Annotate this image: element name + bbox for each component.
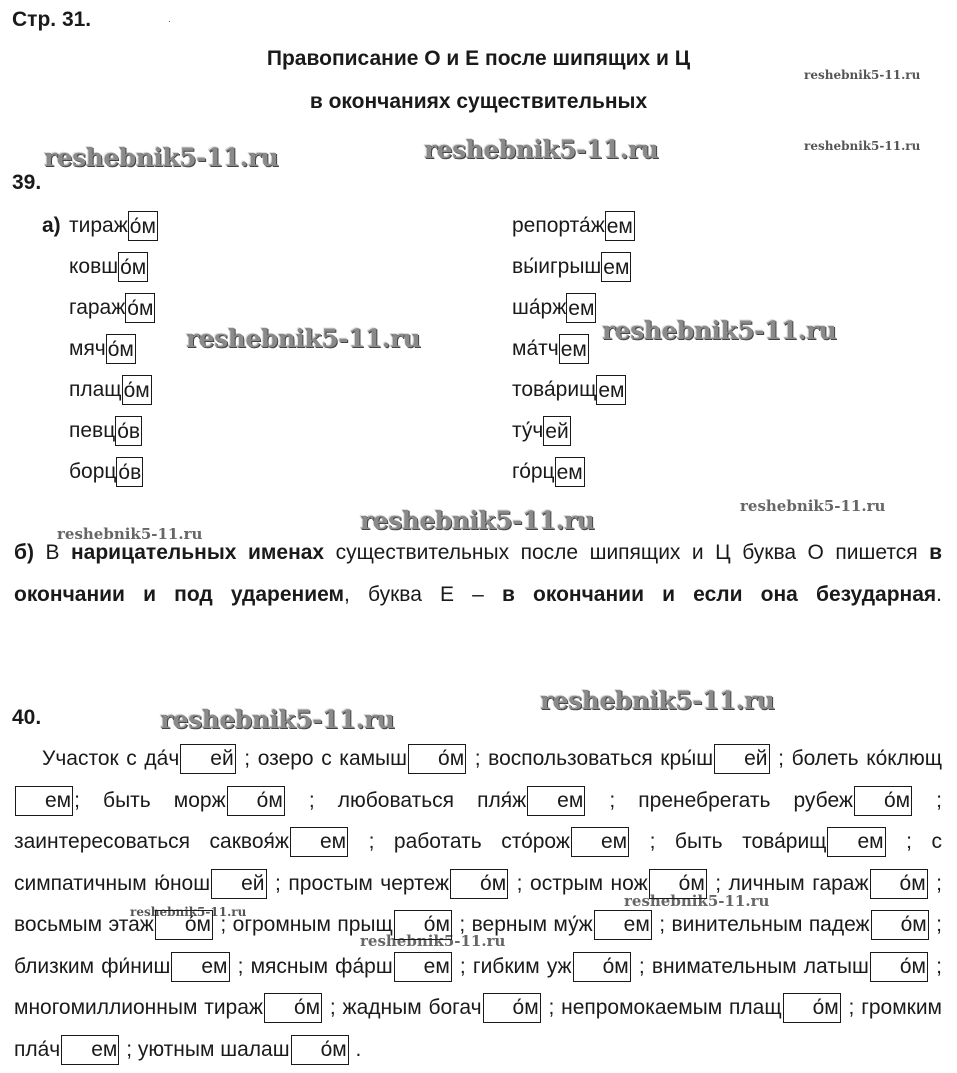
- word-ending-box: ем: [559, 334, 589, 364]
- phrase-ending-box: ей: [180, 744, 235, 774]
- word-stem: тираж: [69, 214, 128, 237]
- phrase-text: озеро с камыш: [257, 747, 408, 770]
- phrase-text: многомиллионным тираж: [14, 996, 263, 1019]
- watermark: reshebnik5-11.ru: [186, 324, 421, 353]
- exercise-40-number: 40.: [12, 706, 42, 729]
- phrase-ending-box: о́м: [649, 869, 707, 899]
- phrase-separator: ;: [652, 913, 672, 936]
- part-a-label: а): [42, 214, 61, 237]
- word-item: [69, 248, 158, 289]
- phrase-ending-box: ем: [594, 910, 652, 940]
- word-item: [69, 330, 158, 371]
- phrase-text: верным му́ж: [471, 913, 593, 936]
- section-title-line2: в окончаниях существительных: [309, 90, 648, 113]
- phrase-text: личным гараж: [728, 871, 869, 895]
- word-stem: ту́ч: [512, 419, 544, 442]
- word-item: [512, 289, 635, 330]
- phrase-ending-box: ей: [714, 744, 769, 774]
- phrase-ending-box: о́м: [483, 993, 541, 1023]
- phrase-ending-box: ем: [290, 827, 348, 857]
- phrase-separator: ;: [886, 830, 932, 853]
- phrase-ending-box: ем: [171, 952, 229, 982]
- page-number: Стр. 31.: [12, 8, 92, 31]
- word-stem: вы́игрыш: [512, 255, 602, 278]
- watermark: reshebnik5-11.ru: [57, 525, 203, 543]
- word-ending-box: о́в: [115, 416, 142, 446]
- watermark: reshebnik5-11.ru: [44, 143, 279, 172]
- phrase-ending-box: ем: [571, 827, 629, 857]
- phrase-separator: ;: [323, 996, 343, 1019]
- word-stem: ковш: [69, 255, 119, 278]
- word-item: [512, 371, 635, 412]
- phrase-separator: ;: [74, 788, 104, 812]
- word-ending-box: ем: [601, 252, 631, 282]
- phrase-separator: ;: [707, 871, 729, 895]
- phrase-text: восьмым этаж: [14, 913, 154, 936]
- phrase-separator: ;: [452, 913, 472, 936]
- phrase-ending-box: о́м: [408, 744, 466, 774]
- word-ending-box: ем: [605, 211, 635, 241]
- rule-text: .: [936, 582, 942, 606]
- phrase-ending-box: о́м: [854, 786, 912, 816]
- phrase-text: пренебрегать рубеж: [638, 788, 853, 812]
- word-stem: репорта́ж: [512, 214, 605, 237]
- word-ending-box: о́м: [106, 334, 136, 364]
- watermark: reshebnik5-11.ru: [804, 139, 921, 153]
- phrase-text: работать сто́рож: [393, 830, 570, 853]
- phrase-separator: ;: [452, 954, 473, 978]
- phrase-ending-box: о́м: [573, 952, 631, 982]
- phrase-ending-box: о́м: [394, 910, 452, 940]
- word-item: [69, 412, 158, 453]
- dot-mark: .: [168, 14, 171, 25]
- phrase-separator: ;: [120, 1037, 138, 1061]
- word-ending-box: ем: [596, 375, 626, 405]
- phrase-separator: ;: [541, 996, 562, 1019]
- watermark: reshebnik5-11.ru: [602, 316, 837, 345]
- word-stem: мяч: [69, 337, 106, 360]
- phrase-separator: ;: [349, 830, 394, 853]
- phrase-text: винительным падеж: [671, 913, 870, 936]
- phrase-ending-box: ем: [527, 786, 585, 816]
- word-stem: това́рищ: [512, 378, 597, 401]
- word-ending-box: о́м: [122, 375, 152, 405]
- phrase-text: мясным фа́рш: [250, 954, 393, 978]
- section-title-line1: Правописание О и Е после шипящих и Ц: [266, 47, 691, 70]
- phrase-text: внимательным латыш: [651, 954, 869, 978]
- watermark: reshebnik5-11.ru: [804, 68, 921, 82]
- ex39-left-column: [69, 207, 158, 494]
- phrase-separator: ;: [928, 954, 942, 978]
- phrase-separator: ;: [230, 954, 251, 978]
- phrase-ending-box: о́м: [227, 786, 285, 816]
- phrase-ending-box: о́м: [450, 869, 508, 899]
- phrase-text: огромным прыщ: [232, 913, 393, 936]
- word-stem: плащ: [69, 378, 122, 401]
- phrase-text: быть морж: [103, 788, 226, 812]
- ex39-right-column: [512, 207, 635, 494]
- phrase-separator: ;: [509, 871, 531, 895]
- phrase-text: заинтересоваться саквоя́ж: [14, 830, 289, 853]
- phrase-ending-box: ем: [15, 786, 73, 816]
- watermark: reshebnik5-11.ru: [740, 497, 886, 515]
- phrase-text: жадным богач: [342, 996, 482, 1019]
- rule-bold: в окончании и под ударением: [14, 541, 942, 606]
- ex39-part-b: [14, 532, 942, 615]
- phrase-text: простым чертеж: [288, 871, 450, 895]
- rule-bold: в окончании и если она безударная: [501, 582, 937, 606]
- phrase-separator: ;: [770, 747, 792, 770]
- phrase-text: воспользоваться кры́ш: [488, 747, 714, 770]
- phrase-separator: ;: [913, 788, 942, 812]
- phrase-text: Участок с да́ч: [42, 747, 180, 770]
- phrase-ending-box: о́м: [783, 993, 841, 1023]
- phrase-text: уютным шалаш: [137, 1037, 290, 1061]
- phrase-text: непромокаемым плащ: [561, 996, 782, 1019]
- phrase-separator: ;: [213, 913, 233, 936]
- watermark: reshebnik5-11.ru: [360, 932, 506, 950]
- phrase-separator: ;: [236, 747, 258, 770]
- watermark: reshebnik5-11.ru: [160, 705, 395, 734]
- phrase-ending-box: о́м: [291, 1035, 349, 1065]
- phrase-ending-box: ем: [394, 952, 452, 982]
- phrase-ending-box: о́м: [871, 910, 929, 940]
- phrase-text: гибким уж: [472, 954, 572, 978]
- watermark: reshebnik5-11.ru: [130, 905, 247, 919]
- word-stem: певц: [69, 419, 116, 442]
- word-item: [69, 453, 158, 494]
- phrase-ending-box: о́м: [870, 869, 928, 899]
- phrase-ending-box: ем: [827, 827, 885, 857]
- phrase-text: болеть ко́клющ: [791, 747, 943, 770]
- rule-text: , буква Е –: [344, 582, 502, 606]
- word-item: [512, 330, 635, 371]
- word-item: [512, 207, 635, 248]
- phrase-text: любоваться пля́ж: [337, 788, 527, 812]
- word-item: [69, 289, 158, 330]
- word-stem: гараж: [69, 296, 126, 319]
- word-stem: ма́тч: [512, 337, 559, 360]
- word-ending-box: ем: [566, 293, 596, 323]
- word-item: [69, 371, 158, 412]
- word-ending-box: ей: [543, 416, 570, 446]
- phrase-ending-box: ей: [211, 869, 266, 899]
- watermark: reshebnik5-11.ru: [360, 506, 595, 535]
- phrase-ending-box: о́м: [155, 910, 213, 940]
- part-b-label: б): [14, 541, 34, 564]
- phrase-text: быть това́рищ: [674, 830, 827, 853]
- phrase-text: с симпатичным ю́нош: [14, 830, 942, 895]
- phrase-separator: ;: [631, 954, 652, 978]
- phrase-separator: ;: [267, 871, 289, 895]
- phrase-separator: ;: [841, 996, 862, 1019]
- watermark: reshebnik5-11.ru: [424, 135, 659, 164]
- phrase-ending-box: ем: [61, 1035, 119, 1065]
- phrase-separator: ;: [586, 788, 639, 812]
- exercise-39-number: 39.: [12, 171, 42, 194]
- word-item: [512, 248, 635, 289]
- phrase-separator: ;: [929, 913, 942, 936]
- phrase-separator: .: [349, 1037, 362, 1061]
- watermark: reshebnik5-11.ru: [540, 686, 775, 715]
- word-ending-box: о́м: [125, 293, 155, 323]
- phrase-text: острым нож: [530, 871, 648, 895]
- word-ending-box: о́м: [118, 252, 148, 282]
- word-stem: го́рц: [512, 460, 555, 483]
- ex40-paragraph: [14, 738, 942, 1070]
- word-item: [69, 207, 158, 248]
- word-ending-box: о́м: [128, 211, 158, 241]
- phrase-separator: ;: [630, 830, 675, 853]
- word-item: [512, 453, 635, 494]
- word-ending-box: о́в: [116, 457, 143, 487]
- phrase-ending-box: о́м: [264, 993, 322, 1023]
- word-stem: борц: [69, 460, 117, 483]
- phrase-text: громким пла́ч: [14, 996, 942, 1061]
- word-item: [512, 412, 635, 453]
- word-stem: ша́рж: [512, 296, 567, 319]
- phrase-separator: ;: [928, 871, 943, 895]
- word-ending-box: ем: [555, 457, 585, 487]
- rule-text: существительных после шипящих и Ц буква О пишется: [324, 541, 930, 564]
- rule-text: В: [33, 541, 71, 564]
- phrase-separator: ;: [467, 747, 489, 770]
- rule-bold: нарицательных именах: [70, 541, 325, 564]
- phrase-ending-box: о́м: [870, 952, 928, 982]
- phrase-separator: ;: [285, 788, 338, 812]
- phrase-text: близким фи́ниш: [14, 954, 171, 978]
- watermark: reshebnik5-11.ru: [624, 892, 770, 910]
